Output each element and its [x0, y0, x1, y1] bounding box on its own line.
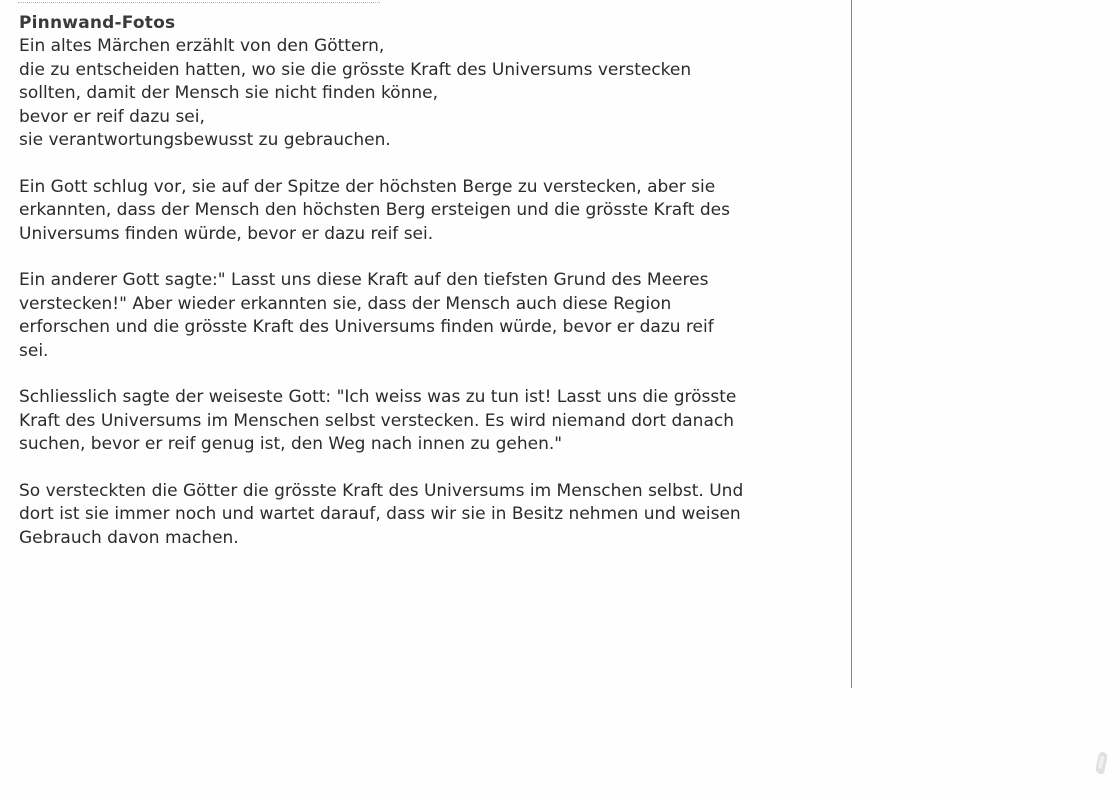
paragraph-4: Schliesslich sagte der weiseste Gott: "Ich weiss was zu tun ist! Lasst uns die grösste Kraft des Universums im Menschen selbst verstecken. Es wird niemand dort danach suchen, bevor er reif genug ist, den Weg nach innen zu gehen." — [19, 387, 737, 455]
paragraph-5: So versteckten die Götter die grösste Kraft des Universums im Menschen selbst. Und dort ist sie immer noch und wartet darauf, dass wir sie in Besitz nehmen und weisen Gebrauch davon machen. — [19, 481, 744, 548]
paragraph-2: Ein Gott schlug vor, sie auf der Spitze der höchsten Berge zu verstecken, aber sie erkannten, dass der Mensch den höchsten Berg ersteigen und die grösste Kraft des Universums finden würde, bevor er dazu reif sei. — [19, 176, 730, 244]
top-dotted-rule — [18, 2, 380, 3]
column-divider — [851, 0, 852, 688]
paragraph-1: Ein altes Märchen erzählt von den Göttern, die zu entscheiden hatten, wo sie die grösste Kraft des Universums verstecken sollten, damit der Mensch sie nicht finden könne, bevor er reif dazu sei, sie verantwortungsbewusst zu gebrauchen. — [19, 36, 692, 151]
document-title: Pinnwand-Fotos — [19, 13, 176, 33]
scan-speck — [1095, 751, 1108, 774]
paragraph-3: Ein anderer Gott sagte:" Lasst uns diese Kraft auf den tiefsten Grund des Meeres verstecken!" Aber wieder erkannten sie, dass der Mensch auch diese Region erforschen und die grösste Kraft des Universums finden würde, bevor er dazu reif sei. — [19, 270, 714, 361]
story-text-block — [19, 12, 849, 574]
